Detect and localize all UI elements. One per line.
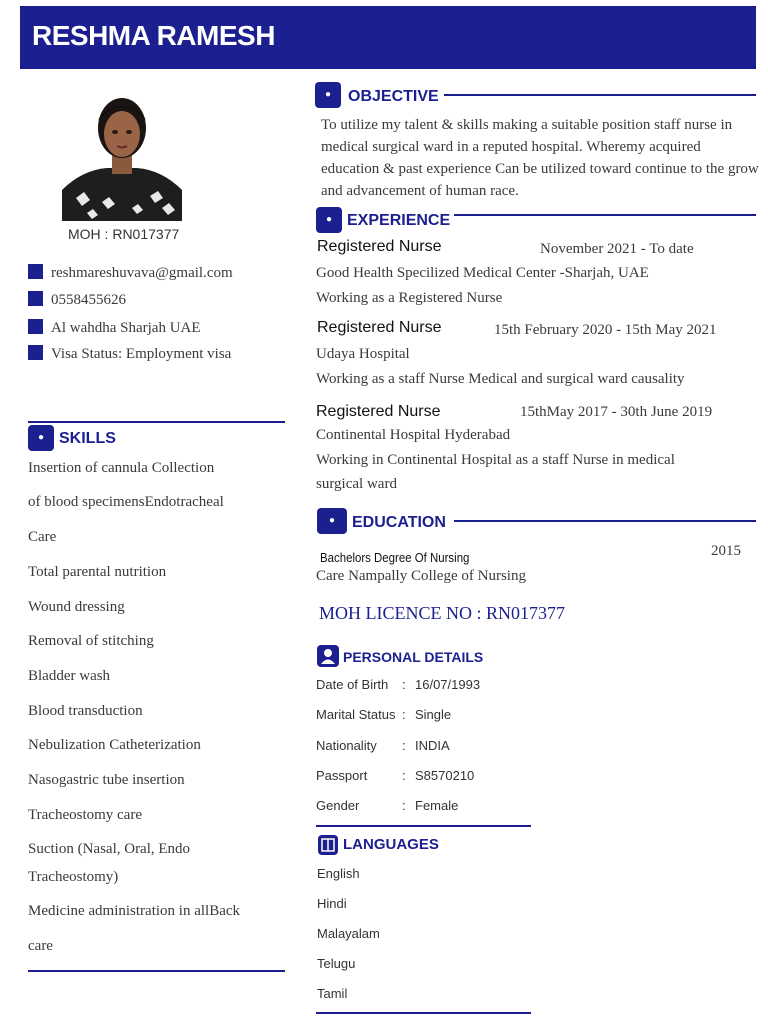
dot-icon: ● (28, 425, 54, 451)
job-desc: Working as a Registered Nurse (316, 290, 503, 306)
pd-value: S8570210 (415, 768, 475, 783)
contact-visa (28, 345, 231, 363)
job-desc: Working in Continental Hospital as a staff Nurse in medical (316, 452, 675, 468)
personal-rule (316, 825, 531, 827)
job-desc: Working as a staff Nurse Medical and surgical ward causality (316, 371, 685, 387)
skill-item: Nasogastric tube insertion (28, 772, 185, 788)
job-dates: November 2021 - To date (540, 241, 694, 257)
job-dates: 15thMay 2017 - 30th June 2019 (520, 404, 713, 420)
square-bullet-icon (28, 345, 43, 360)
language-item: Tamil (317, 986, 348, 1001)
job-place: Good Health Specilized Medical Center -Sharjah, UAE (316, 265, 649, 281)
pd-label: Gender (316, 798, 360, 813)
language-item: English (317, 866, 360, 881)
experience-title: EXPERIENCE (347, 212, 451, 229)
job-role: Registered Nurse (317, 319, 442, 336)
skills-bottom-rule (28, 970, 285, 972)
skill-item: Tracheostomy care (28, 807, 142, 823)
language-item: Malayalam (317, 926, 380, 941)
job-role: Registered Nurse (316, 403, 441, 420)
profile-photo (62, 90, 182, 221)
job-desc-cont: surgical ward (316, 476, 397, 492)
skill-item: of blood specimensEndotracheal (28, 494, 224, 510)
degree-year: 2015 (711, 543, 741, 559)
dot-icon: ● (315, 82, 341, 108)
pd-label: Nationality (316, 738, 377, 753)
degree-name: Bachelors Degree Of Nursing (320, 550, 470, 565)
pd-colon: : (402, 707, 406, 722)
languages-title: LANGUAGES (343, 836, 439, 853)
skill-item: Total parental nutrition (28, 564, 167, 580)
square-bullet-icon (28, 291, 43, 306)
contact-email (28, 264, 233, 282)
pd-colon: : (402, 768, 406, 783)
square-bullet-icon (28, 264, 43, 279)
objective-title: OBJECTIVE (348, 88, 439, 105)
pd-label: Passport (316, 768, 368, 783)
pd-colon: : (402, 798, 406, 813)
skill-item: Nebulization Catheterization (28, 737, 201, 753)
language-item: Hindi (317, 896, 347, 911)
skill-item: Medicine administration in allBack (28, 903, 241, 919)
skills-top-rule (28, 421, 285, 423)
pd-value: Female (415, 798, 459, 813)
person-icon (317, 645, 339, 667)
moh-id-caption: MOH : RN017377 (68, 226, 180, 242)
languages-rule (316, 1012, 531, 1014)
dot-icon: ● (316, 207, 342, 233)
pd-colon: : (402, 677, 406, 692)
personal-title: PERSONAL DETAILS (343, 649, 484, 665)
job-place: Continental Hospital Hyderabad (316, 427, 511, 443)
pd-value: 16/07/1993 (415, 677, 481, 692)
skill-item: Care (28, 529, 57, 545)
experience-rule (454, 214, 756, 216)
job-role: Registered Nurse (317, 238, 442, 255)
candidate-name: RESHMA RAMESH (32, 20, 275, 51)
contact-phone (28, 291, 126, 309)
pd-label: Marital Status (316, 707, 396, 722)
skill-item: care (28, 938, 53, 954)
pd-value: INDIA (415, 738, 450, 753)
dot-icon: ● (317, 508, 347, 534)
pd-colon: : (402, 738, 406, 753)
language-item: Telugu (317, 956, 356, 971)
job-dates: 15th February 2020 - 15th May 2021 (494, 322, 717, 338)
college-name: Care Nampally College of Nursing (316, 568, 526, 584)
skill-item: Insertion of cannula Collection (28, 460, 215, 476)
moh-licence: MOH LICENCE NO : RN017377 (319, 603, 565, 623)
education-rule (454, 520, 756, 522)
objective-rule (444, 94, 756, 96)
skill-item: Removal of stitching (28, 633, 154, 649)
objective-text: To utilize my talent & skills making a suitable position staff nurse in medical surgical ward in a reputed hospital. Wheremy acquired education & past experience Can be utilized toward continue to the grow and advancement of human race. (321, 117, 759, 199)
address-text: Al wahdha Sharjah UAE (51, 320, 201, 336)
skill-item: Suction (Nasal, Oral, Endo (28, 841, 191, 857)
phone-text: 0558455626 (51, 292, 126, 308)
email-text: reshmareshuvava@gmail.com (51, 265, 233, 281)
skill-item: Wound dressing (28, 599, 125, 615)
skill-item: Tracheostomy) (28, 869, 119, 885)
pd-label: Date of Birth (316, 677, 389, 692)
pd-value: Single (415, 707, 452, 722)
skills-title: SKILLS (59, 430, 116, 447)
job-place: Udaya Hospital (316, 346, 410, 362)
book-icon (318, 835, 338, 855)
square-bullet-icon (28, 319, 43, 334)
skill-item: Blood transduction (28, 703, 143, 719)
education-title: EDUCATION (352, 514, 446, 531)
header-bar (20, 6, 756, 69)
skill-item: Bladder wash (28, 668, 111, 684)
visa-text: Visa Status: Employment visa (51, 346, 232, 362)
contact-address (28, 319, 201, 337)
